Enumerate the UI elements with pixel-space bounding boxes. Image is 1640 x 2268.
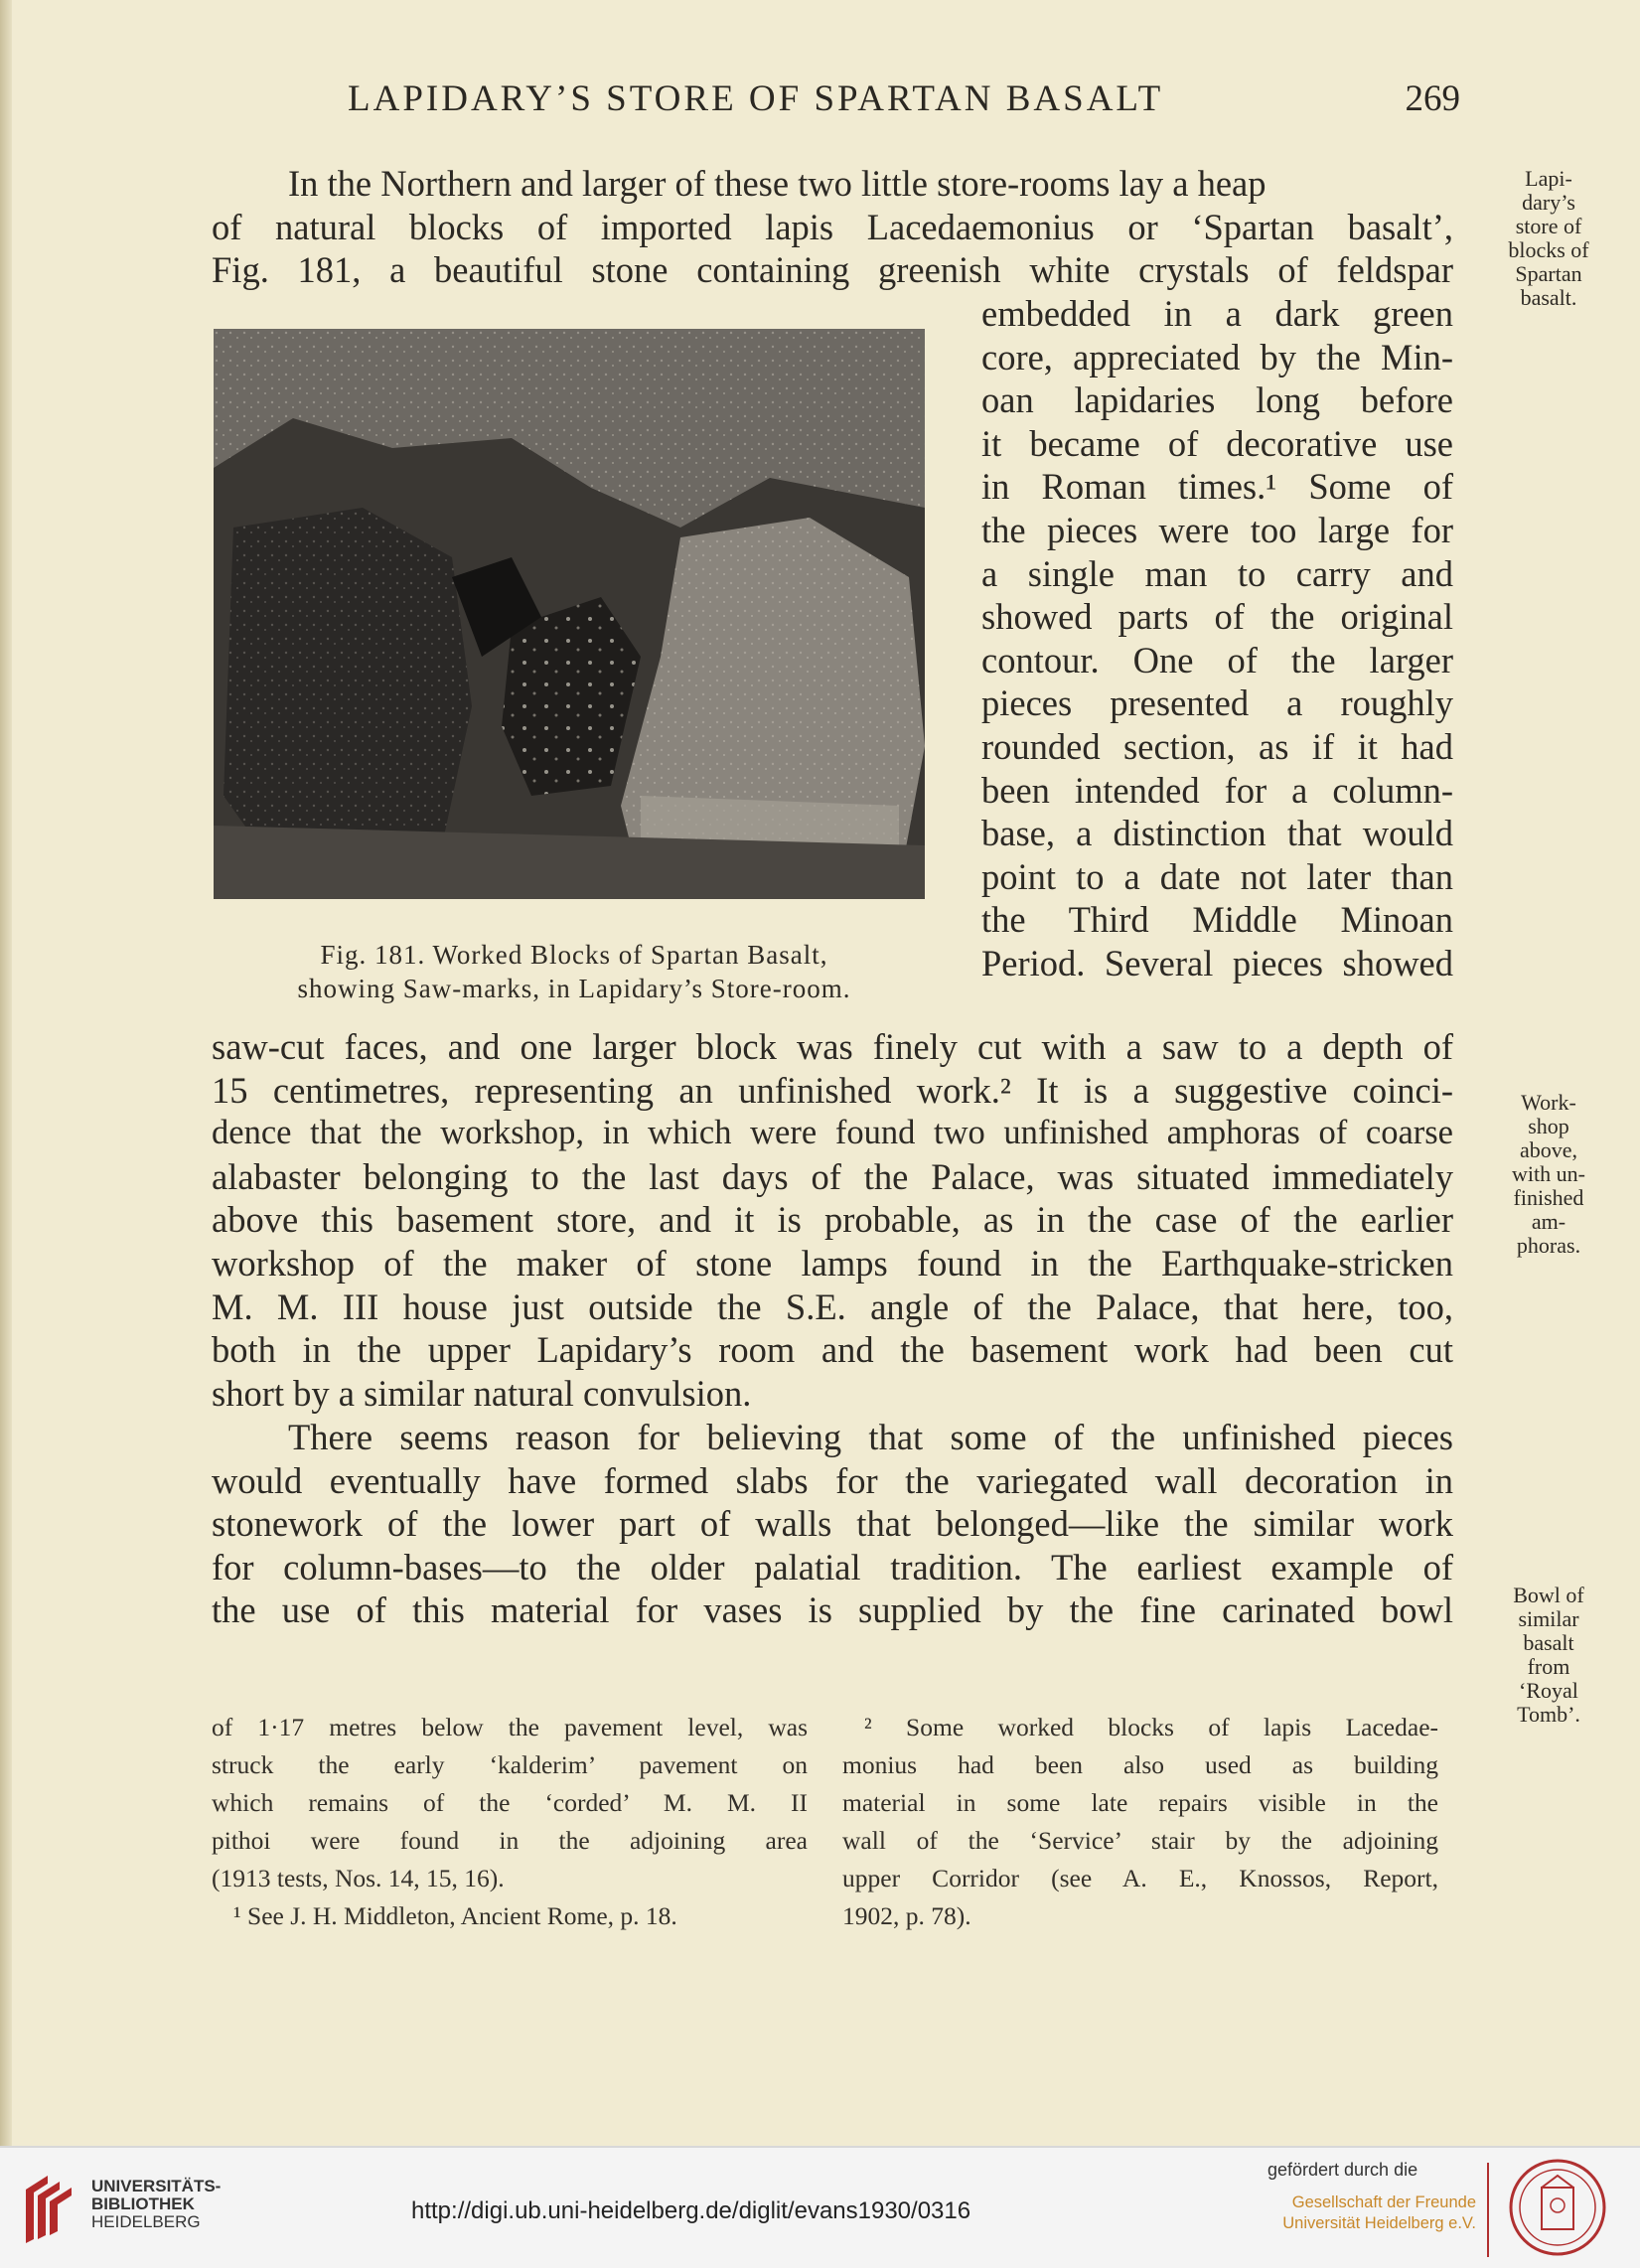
- footnote-line: monius had been also used as building: [842, 1750, 1438, 1779]
- figure-caption: [212, 938, 937, 1005]
- library-name-line: BIBLIOTHEK: [91, 2194, 195, 2213]
- library-name: [91, 2178, 221, 2231]
- text-line: dence that the workshop, in which were found two unfinished amphoras of coarse: [212, 1114, 1453, 1152]
- margin-line: shop: [1528, 1114, 1569, 1138]
- footnote-2: ² Some worked blocks of lapis Lacedae-: [864, 1713, 1438, 1741]
- text-line: pieces presented a roughly: [981, 682, 1453, 724]
- university-seal-icon: [1508, 2158, 1607, 2257]
- text-line: workshop of the maker of stone lamps found in the Earthquake-stricken: [212, 1242, 1453, 1284]
- margin-line: from: [1527, 1654, 1570, 1679]
- paragraph-1-continued: [212, 1025, 1453, 1415]
- text-line: alabaster belonging to the last days of the Palace, was situated immediately: [212, 1155, 1453, 1197]
- text-line: a single man to carry and: [981, 552, 1453, 594]
- margin-note-lapidary-store: [1474, 167, 1623, 310]
- text-line: above this basement store, and it is probable, as in the case of the earlier: [212, 1199, 1453, 1241]
- margin-note-workshop: [1474, 1091, 1623, 1258]
- footnote-1: ¹ See J. H. Middleton, Ancient Rome, p. 18.: [233, 1901, 677, 1930]
- text-line: short by a similar natural convulsion.: [212, 1372, 752, 1414]
- margin-line: basalt.: [1520, 285, 1577, 310]
- page-edge: [0, 0, 12, 2146]
- margin-line: Tomb’.: [1517, 1702, 1580, 1727]
- margin-line: phoras.: [1516, 1233, 1581, 1258]
- library-logo-icon: [20, 2170, 77, 2247]
- text-line: saw-cut faces, and one larger block was finely cut with a saw to a depth of: [212, 1026, 1453, 1067]
- footer-divider: [1487, 2163, 1489, 2257]
- digitization-footer: [0, 2146, 1640, 2268]
- footnote-line: upper Corridor (see A. E., Knossos, Report,: [842, 1864, 1438, 1892]
- text-line: in Roman times.¹ Some of: [981, 466, 1453, 508]
- paragraph-1: [212, 162, 1453, 292]
- text-line: been intended for a column-: [981, 769, 1453, 811]
- margin-line: similar: [1518, 1606, 1579, 1631]
- funded-by-label: gefördert durch die: [1267, 2160, 1418, 2180]
- margin-line: basalt: [1523, 1630, 1574, 1655]
- margin-line: store of: [1515, 214, 1582, 238]
- text-line: M. M. III house just outside the S.E. angle of the Palace, that here, too,: [212, 1285, 1453, 1327]
- footnote-line: pithoi were found in the adjoining area: [212, 1826, 808, 1855]
- margin-line: ‘Royal: [1519, 1678, 1578, 1703]
- text-line: for column-bases—to the older palatial tradition. The earliest example of: [212, 1546, 1453, 1588]
- footnote-line: material in some late repairs visible in the: [842, 1788, 1438, 1817]
- library-name-line: HEIDELBERG: [91, 2212, 201, 2231]
- society-name-line: Universität Heidelberg e.V.: [1282, 2214, 1476, 2232]
- paragraph-1-wrap: [981, 292, 1453, 985]
- text-line: Period. Several pieces showed: [981, 942, 1453, 983]
- running-head: LAPIDARY’S STORE OF SPARTAN BASALT: [348, 78, 1164, 119]
- margin-line: blocks of: [1508, 237, 1589, 262]
- text-line: embedded in a dark green: [981, 293, 1453, 334]
- text-line: 15 centimetres, representing an unfinished work.² It is a suggestive coinci-: [212, 1069, 1453, 1111]
- margin-line: Work-: [1521, 1090, 1576, 1115]
- text-line: core, appreciated by the Min-: [981, 336, 1453, 378]
- society-name-line: Gesellschaft der Freunde: [1291, 2193, 1476, 2211]
- page-number: 269: [1405, 78, 1460, 119]
- paragraph-2: [212, 1416, 1453, 1632]
- margin-line: am-: [1531, 1209, 1566, 1234]
- text-line: oan lapidaries long before: [981, 379, 1453, 421]
- footnote-line: (1913 tests, Nos. 14, 15, 16).: [212, 1864, 505, 1892]
- margin-line: Bowl of: [1513, 1583, 1584, 1607]
- text-line: both in the upper Lapidary’s room and the basement work had been cut: [212, 1329, 1453, 1371]
- margin-line: with un-: [1512, 1161, 1585, 1186]
- text-line: would eventually have formed slabs for the variegated wall decoration in: [212, 1459, 1453, 1501]
- text-line: the Third Middle Minoan: [981, 899, 1453, 941]
- text-line: showed parts of the original: [981, 596, 1453, 638]
- text-line: rounded section, as if it had: [981, 725, 1453, 767]
- footnote-line: of 1·17 metres below the pavement level, was: [212, 1713, 808, 1741]
- text-line: There seems reason for believing that some of the unfinished pieces: [288, 1417, 1453, 1457]
- permalink-url[interactable]: http://digi.ub.uni-heidelberg.de/diglit/evans1930/0316: [411, 2197, 971, 2224]
- figure-basalt-blocks-photo: [214, 329, 925, 899]
- footnote-line: wall of the ‘Service’ stair by the adjoining: [842, 1826, 1438, 1855]
- margin-note-bowl: [1474, 1584, 1623, 1727]
- footnotes-right-column: [842, 1709, 1438, 1935]
- page-header: [348, 77, 1460, 127]
- margin-line: dary’s: [1522, 190, 1575, 215]
- caption-line: Fig. 181. Worked Blocks of Spartan Basalt,: [320, 940, 828, 970]
- margin-line: Spartan: [1515, 261, 1582, 286]
- footnotes-left-column: [212, 1709, 808, 1935]
- footnote-line: 1902, p. 78).: [842, 1901, 971, 1930]
- society-name: [1252, 2192, 1476, 2234]
- photo-illustration: [214, 329, 925, 899]
- library-name-line: UNIVERSITÄTS-: [91, 2177, 222, 2195]
- text-line: it became of decorative use: [981, 422, 1453, 464]
- text-line: point to a date not later than: [981, 855, 1453, 897]
- text-line: In the Northern and larger of these two little store-rooms lay a heap: [288, 163, 1267, 204]
- text-line: Fig. 181, a beautiful stone containing greenish white crystals of feldspar: [212, 249, 1453, 291]
- footnote-line: which remains of the ‘corded’ M. M. II: [212, 1788, 808, 1817]
- text-line: the use of this material for vases is supplied by the fine carinated bowl: [212, 1589, 1453, 1631]
- text-line: stonework of the lower part of walls that belonged—like the similar work: [212, 1503, 1453, 1545]
- text-line: contour. One of the larger: [981, 639, 1453, 680]
- margin-line: finished: [1513, 1185, 1584, 1210]
- margin-line: above,: [1519, 1137, 1578, 1162]
- text-line: the pieces were too large for: [981, 509, 1453, 550]
- text-line: base, a distinction that would: [981, 813, 1453, 854]
- caption-line: showing Saw-marks, in Lapidary’s Store-room.: [297, 974, 851, 1003]
- margin-line: Lapi-: [1525, 166, 1572, 191]
- footnote-line: struck the early ‘kalderim’ pavement on: [212, 1750, 808, 1779]
- text-line: of natural blocks of imported lapis Lacedaemonius or ‘Spartan basalt’,: [212, 206, 1453, 247]
